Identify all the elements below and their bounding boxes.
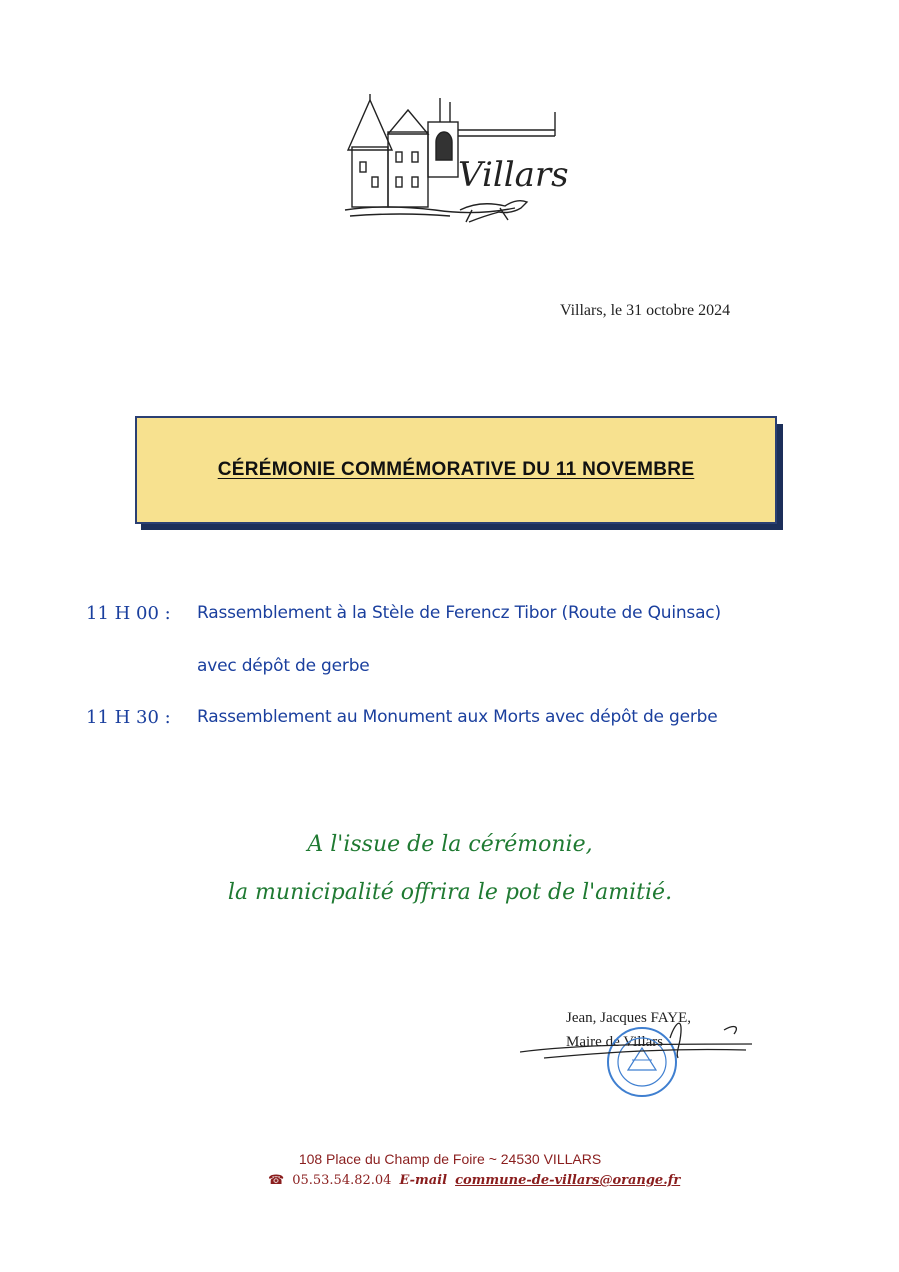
banner-title: CÉRÉMONIE COMMÉMORATIVE DU 11 NOVEMBRE xyxy=(217,459,695,480)
email-label: E-mail xyxy=(399,1173,448,1188)
mayor-stamp-and-signature xyxy=(520,1000,760,1100)
program-description-continued: avec dépôt de gerbe xyxy=(197,656,370,676)
title-banner xyxy=(135,416,777,524)
castle-sketch-icon xyxy=(340,92,570,227)
villars-logo xyxy=(340,92,570,227)
signatory-name: Jean, Jacques FAYE, xyxy=(566,1010,691,1026)
phone-icon: ☎ xyxy=(268,1173,285,1188)
program-description: Rassemblement au Monument aux Morts avec dépôt de gerbe xyxy=(197,707,718,727)
footer-contact xyxy=(268,1173,680,1188)
closing-line-1: A l'issue de la cérémonie, xyxy=(307,832,593,857)
program-time: 11 H 00 : xyxy=(86,603,171,624)
footer-email-link[interactable]: commune-de-villars@orange.fr xyxy=(455,1173,681,1188)
signatory-role: Maire de Villars xyxy=(566,1034,664,1050)
program-description: Rassemblement à la Stèle de Ferencz Tibor (Route de Quinsac) xyxy=(197,603,721,623)
official-stamp-icon xyxy=(608,1028,676,1096)
closing-line-2: la municipalité offrira le pot de l'amitié. xyxy=(227,880,673,905)
program-time: 11 H 30 : xyxy=(86,707,171,728)
date-line: Villars, le 31 octobre 2024 xyxy=(560,302,731,319)
footer-address: 108 Place du Champ de Foire ~ 24530 VILLARS xyxy=(298,1151,602,1167)
svg-text:Villars: Villars xyxy=(458,155,569,195)
footer-phone: 05.53.54.82.04 xyxy=(292,1173,392,1188)
